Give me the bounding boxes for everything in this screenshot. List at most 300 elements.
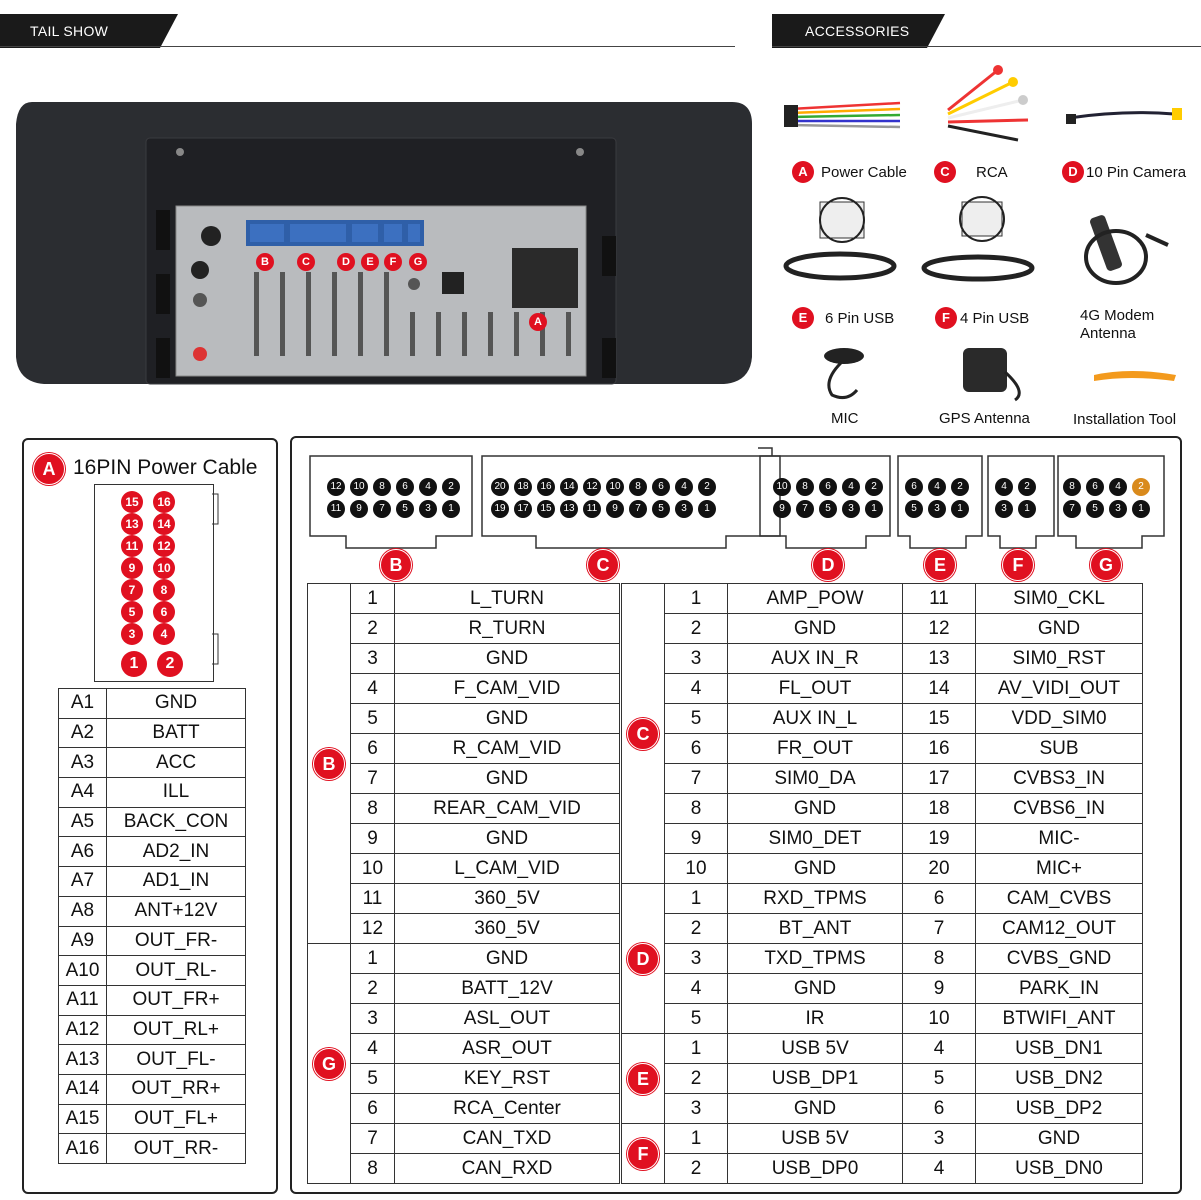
connector-pin: 2 [1132, 478, 1150, 496]
pin-table-left [307, 583, 620, 1184]
power-pin-row [59, 807, 246, 837]
connector-d-top-row [773, 478, 883, 496]
group-e-label-badge: E [627, 1063, 659, 1095]
pin-signal: R_TURN [395, 614, 620, 644]
accessory-label-camera: 10 Pin Camera [1086, 164, 1187, 181]
pin-signal: GND [976, 1124, 1143, 1154]
connector-pin: 9 [606, 500, 624, 518]
pin-number: 15 [903, 704, 976, 734]
pin-signal: OUT_FL+ [107, 1104, 246, 1134]
pin-number: 7 [903, 914, 976, 944]
pin-signal: GND [728, 794, 903, 824]
pin-number: 6 [903, 1094, 976, 1124]
pin-signal: USB 5V [728, 1124, 903, 1154]
pin-signal: GND [728, 614, 903, 644]
pin-id: A13 [59, 1045, 107, 1075]
pin-row-b [308, 854, 620, 884]
pin-number: 5 [351, 704, 395, 734]
connector-g-top-row [1063, 478, 1150, 496]
connector-pin: 3 [995, 500, 1013, 518]
power-pin: 3 [121, 623, 143, 645]
pin-id: A4 [59, 778, 107, 808]
pin-number: 4 [903, 1034, 976, 1064]
power-pin-grid [121, 491, 183, 673]
pin-signal: BACK_CON [107, 807, 246, 837]
pin-signal: ASR_OUT [395, 1034, 620, 1064]
connector-pin: 2 [442, 478, 460, 496]
connector-pin: 9 [773, 500, 791, 518]
pin-row-c [622, 674, 1143, 704]
group-c-label-badge: C [627, 718, 659, 750]
power-pin: 15 [121, 491, 143, 513]
connector-pin: 17 [514, 500, 532, 518]
pin-number: 5 [351, 1064, 395, 1094]
accessory-label-usb6: 6 Pin USB [825, 310, 895, 327]
power-connector-latch [212, 484, 218, 680]
pin-signal: AD1_IN [107, 867, 246, 897]
connector-pin: 3 [1109, 500, 1127, 518]
pin-number: 3 [665, 644, 728, 674]
power-cable-image [780, 95, 910, 135]
pin-signal: GND [395, 704, 620, 734]
head-unit-illustration [14, 102, 754, 392]
connector-pin: 2 [1018, 478, 1036, 496]
connector-pin: 5 [905, 500, 923, 518]
pin-signal: GND [395, 644, 620, 674]
pin-id: A9 [59, 926, 107, 956]
pin-number: 18 [903, 794, 976, 824]
pin-signal: USB_DN1 [976, 1034, 1143, 1064]
pin-row-b [308, 734, 620, 764]
pin-signal: SIM0_RST [976, 644, 1143, 674]
pin-row-f [622, 1124, 1143, 1154]
connector-pin: 5 [819, 500, 837, 518]
pin-row-g [308, 944, 620, 974]
connector-b-top-row [327, 478, 460, 496]
pin-signal: USB_DN0 [976, 1154, 1143, 1184]
pin-number: 3 [351, 644, 395, 674]
pin-number: 10 [665, 854, 728, 884]
connector-pin: 1 [865, 500, 883, 518]
power-pin-row [59, 1104, 246, 1134]
accessory-badge-a: A [792, 161, 814, 183]
connector-label-b: B [380, 549, 412, 581]
pin-signal: KEY_RST [395, 1064, 620, 1094]
pin-signal: L_CAM_VID [395, 854, 620, 884]
pin-signal: CVBS_GND [976, 944, 1143, 974]
pin-signal: SIM0_DET [728, 824, 903, 854]
pin-signal: GND [728, 1094, 903, 1124]
connector-pin: 4 [995, 478, 1013, 496]
connector-pin: 8 [1063, 478, 1081, 496]
group-b-label [308, 584, 351, 944]
connector-pin: 3 [842, 500, 860, 518]
pin-number: 3 [665, 1094, 728, 1124]
pin-row-d [622, 914, 1143, 944]
connector-pin: 4 [928, 478, 946, 496]
pin-number: 5 [665, 704, 728, 734]
pin-row-c [622, 584, 1143, 614]
pin-number: 13 [903, 644, 976, 674]
pin-signal: GND [395, 764, 620, 794]
connector-pin: 7 [373, 500, 391, 518]
pin-signal: ACC [107, 748, 246, 778]
pin-number: 8 [665, 794, 728, 824]
connector-pin: 8 [629, 478, 647, 496]
pin-row-b [308, 584, 620, 614]
tail-show-header [0, 14, 160, 48]
pin-number: 8 [903, 944, 976, 974]
pin-number: 11 [351, 884, 395, 914]
connector-pin: 19 [491, 500, 509, 518]
pin-number: 6 [351, 734, 395, 764]
pin-id: A8 [59, 896, 107, 926]
pin-signal: AUX IN_L [728, 704, 903, 734]
connector-pin: 5 [396, 500, 414, 518]
connector-pin: 6 [652, 478, 670, 496]
connector-pin: 11 [583, 500, 601, 518]
connector-pin: 20 [491, 478, 509, 496]
power-pin-row [59, 926, 246, 956]
pin-number: 7 [351, 764, 395, 794]
pin-signal: CAN_TXD [395, 1124, 620, 1154]
pin-id: A11 [59, 985, 107, 1015]
power-pin-row [59, 896, 246, 926]
pin-number: 1 [665, 1124, 728, 1154]
connector-label-e: E [924, 549, 956, 581]
pin-signal: USB_DN2 [976, 1064, 1143, 1094]
connector-d-bottom-row [773, 500, 883, 518]
installation-tool-image [1090, 365, 1180, 389]
pin-row-c [622, 764, 1143, 794]
tail-show-rule [0, 46, 735, 47]
pin-row-d [622, 884, 1143, 914]
pin-signal: GND [395, 944, 620, 974]
group-f-label-badge: F [627, 1138, 659, 1170]
power-pin: 1 [121, 651, 147, 677]
pin-signal: CVBS6_IN [976, 794, 1143, 824]
pin-number: 11 [903, 584, 976, 614]
accessory-label-mic: MIC [831, 410, 859, 427]
pin-row-b [308, 704, 620, 734]
connector-pin: 10 [606, 478, 624, 496]
accessory-badge-f: F [935, 307, 957, 329]
pin-signal: GND [107, 689, 246, 719]
connector-pin: 1 [698, 500, 716, 518]
pin-signal: FR_OUT [728, 734, 903, 764]
pin-row-c [622, 644, 1143, 674]
tail-badge-d: D [337, 253, 355, 271]
pin-id: A2 [59, 718, 107, 748]
pin-signal: OUT_RL- [107, 956, 246, 986]
pin-signal: ANT+12V [107, 896, 246, 926]
pin-row-d [622, 944, 1143, 974]
group-c-label [622, 584, 665, 884]
pin-number: 6 [351, 1094, 395, 1124]
usb4-cable-image [918, 192, 1048, 287]
pin-signal: SUB [976, 734, 1143, 764]
pin-signal: AV_VIDI_OUT [976, 674, 1143, 704]
pin-number: 1 [665, 884, 728, 914]
connector-pin: 3 [675, 500, 693, 518]
pin-row-c [622, 704, 1143, 734]
pin-number: 2 [665, 614, 728, 644]
connector-pin: 16 [537, 478, 555, 496]
pin-number: 4 [351, 674, 395, 704]
connector-pin: 14 [560, 478, 578, 496]
pin-signal: R_CAM_VID [395, 734, 620, 764]
group-f-label [622, 1124, 665, 1184]
connector-pin: 5 [652, 500, 670, 518]
pin-number: 3 [903, 1124, 976, 1154]
connector-pin: 15 [537, 500, 555, 518]
power-pin-row [59, 1074, 246, 1104]
pin-signal: OUT_FR- [107, 926, 246, 956]
pin-number: 4 [665, 674, 728, 704]
modem-antenna-image [1076, 195, 1176, 295]
pin-row-d [622, 1004, 1143, 1034]
connector-pin: 9 [350, 500, 368, 518]
pin-number: 16 [903, 734, 976, 764]
pin-id: A16 [59, 1134, 107, 1164]
tail-badge-b: B [256, 253, 274, 271]
pin-row-c [622, 794, 1143, 824]
pin-signal: ILL [107, 778, 246, 808]
accessory-badge-d: D [1062, 161, 1084, 183]
connector-pin: 4 [1109, 478, 1127, 496]
power-pin: 14 [153, 513, 175, 535]
pin-row-d [622, 974, 1143, 1004]
power-pin-row [59, 1134, 246, 1164]
tail-badge-f: F [384, 253, 402, 271]
pin-row-c [622, 854, 1143, 884]
pin-number: 6 [665, 734, 728, 764]
accessory-badge-e: E [792, 307, 814, 329]
pin-number: 7 [665, 764, 728, 794]
connector-pin: 7 [1063, 500, 1081, 518]
pin-signal: OUT_RR- [107, 1134, 246, 1164]
mic-image [812, 340, 882, 405]
power-pin: 9 [121, 557, 143, 579]
pin-number: 2 [665, 1064, 728, 1094]
accessory-label-tool: Installation Tool [1073, 411, 1177, 428]
accessory-label-gps: GPS Antenna [939, 410, 1030, 427]
pin-number: 4 [903, 1154, 976, 1184]
connector-c-bottom-row [491, 500, 716, 518]
connector-f-top-row [995, 478, 1036, 496]
pin-signal: GND [728, 974, 903, 1004]
pin-table-right [621, 583, 1143, 1184]
pin-number: 12 [903, 614, 976, 644]
pin-number: 4 [351, 1034, 395, 1064]
pin-signal: AUX IN_R [728, 644, 903, 674]
pin-signal: USB_DP1 [728, 1064, 903, 1094]
pin-signal: CVBS3_IN [976, 764, 1143, 794]
pin-signal: GND [395, 824, 620, 854]
pin-signal: AD2_IN [107, 837, 246, 867]
pin-signal: VDD_SIM0 [976, 704, 1143, 734]
pin-signal: GND [976, 614, 1143, 644]
group-b-label-badge: B [313, 748, 345, 780]
power-pin-row [59, 748, 246, 778]
connector-pin: 6 [1086, 478, 1104, 496]
connector-pin: 3 [928, 500, 946, 518]
pin-number: 2 [665, 1154, 728, 1184]
connector-e-bottom-row [905, 500, 969, 518]
pin-number: 2 [351, 614, 395, 644]
power-pin-row [59, 689, 246, 719]
pin-signal: IR [728, 1004, 903, 1034]
accessory-label-usb4: 4 Pin USB [960, 310, 1030, 327]
pin-row-c [622, 614, 1143, 644]
connector-pin: 7 [629, 500, 647, 518]
connector-pin: 12 [583, 478, 601, 496]
pin-number: 10 [903, 1004, 976, 1034]
tail-badge-g: G [409, 253, 427, 271]
pin-signal: AMP_POW [728, 584, 903, 614]
pin-number: 7 [351, 1124, 395, 1154]
connector-pin: 4 [675, 478, 693, 496]
pin-id: A1 [59, 689, 107, 719]
pin-signal: BT_ANT [728, 914, 903, 944]
power-pin-row [59, 778, 246, 808]
pin-number: 2 [665, 914, 728, 944]
pin-signal: RXD_TPMS [728, 884, 903, 914]
connector-pin: 6 [819, 478, 837, 496]
gps-antenna-image [955, 342, 1035, 404]
connector-pin: 1 [1018, 500, 1036, 518]
connector-drawings [306, 444, 1176, 552]
connector-pin: 7 [796, 500, 814, 518]
tail-badge-c: C [297, 253, 315, 271]
connector-label-c: C [587, 549, 619, 581]
tail-show-title: TAIL SHOW [30, 23, 109, 39]
pin-signal: L_TURN [395, 584, 620, 614]
pin-row-g [308, 1004, 620, 1034]
power-pin: 2 [157, 651, 183, 677]
power-pin: 6 [153, 601, 175, 623]
group-d-label-badge: D [627, 943, 659, 975]
connector-pin: 2 [951, 478, 969, 496]
pin-number: 2 [351, 974, 395, 1004]
pin-id: A7 [59, 867, 107, 897]
connector-pin: 10 [773, 478, 791, 496]
power-pin-table [58, 688, 246, 1164]
pin-row-e [622, 1094, 1143, 1124]
power-pin-row [59, 867, 246, 897]
pin-number: 12 [351, 914, 395, 944]
pin-row-b [308, 914, 620, 944]
power-cable-title: 16PIN Power Cable [73, 456, 258, 479]
power-pin-row [59, 956, 246, 986]
power-pin: 8 [153, 579, 175, 601]
pin-signal: OUT_FR+ [107, 985, 246, 1015]
pin-signal: CAN_RXD [395, 1154, 620, 1184]
pin-number: 1 [665, 1034, 728, 1064]
pin-number: 3 [665, 944, 728, 974]
connector-label-d: D [812, 549, 844, 581]
usb6-cable-image [780, 192, 910, 287]
rca-cable-image [928, 60, 1038, 155]
pin-signal: 360_5V [395, 914, 620, 944]
pin-signal: OUT_RR+ [107, 1074, 246, 1104]
pin-number: 9 [903, 974, 976, 1004]
pin-number: 9 [351, 824, 395, 854]
pin-signal: CAM_CVBS [976, 884, 1143, 914]
connector-pin: 2 [698, 478, 716, 496]
connector-f-bottom-row [995, 500, 1036, 518]
connector-pin: 18 [514, 478, 532, 496]
pin-id: A15 [59, 1104, 107, 1134]
power-badge-a: A [33, 453, 65, 485]
pin-signal: PARK_IN [976, 974, 1143, 1004]
connector-pin: 3 [419, 500, 437, 518]
pin-signal: MIC- [976, 824, 1143, 854]
pin-signal: MIC+ [976, 854, 1143, 884]
pin-id: A6 [59, 837, 107, 867]
pin-signal: F_CAM_VID [395, 674, 620, 704]
connector-b-bottom-row [327, 500, 460, 518]
pin-signal: 360_5V [395, 884, 620, 914]
connector-pin: 6 [396, 478, 414, 496]
pin-number: 19 [903, 824, 976, 854]
group-g-label-badge: G [313, 1048, 345, 1080]
pin-row-g [308, 1064, 620, 1094]
power-pin: 13 [121, 513, 143, 535]
pin-row-b [308, 764, 620, 794]
pin-signal: OUT_FL- [107, 1045, 246, 1075]
head-unit-rear-image [14, 102, 754, 392]
tail-badge-a: A [529, 313, 547, 331]
pin-signal: USB 5V [728, 1034, 903, 1064]
accessory-badge-c: C [934, 161, 956, 183]
pin-number: 17 [903, 764, 976, 794]
pin-row-b [308, 794, 620, 824]
power-pin-row [59, 1045, 246, 1075]
power-pin-row [59, 1015, 246, 1045]
pin-number: 8 [351, 1154, 395, 1184]
pin-signal: BTWIFI_ANT [976, 1004, 1143, 1034]
pin-signal: SIM0_DA [728, 764, 903, 794]
pin-signal: FL_OUT [728, 674, 903, 704]
accessory-label-modem-antenna: 4G Modem Antenna [1080, 307, 1155, 342]
pin-id: A10 [59, 956, 107, 986]
accessory-label-rca: RCA [976, 164, 1008, 181]
connector-pin: 10 [350, 478, 368, 496]
connector-pin: 2 [865, 478, 883, 496]
pin-row-b [308, 674, 620, 704]
pin-row-e [622, 1034, 1143, 1064]
connector-pin: 1 [1132, 500, 1150, 518]
pin-row-b [308, 824, 620, 854]
pin-signal: BATT [107, 718, 246, 748]
tail-badge-e: E [361, 253, 379, 271]
pin-id: A12 [59, 1015, 107, 1045]
pin-number: 10 [351, 854, 395, 884]
connector-label-f: F [1002, 549, 1034, 581]
connector-label-g: G [1090, 549, 1122, 581]
power-pin-row [59, 718, 246, 748]
power-pin-row [59, 985, 246, 1015]
pin-row-c [622, 824, 1143, 854]
pin-row-g [308, 1154, 620, 1184]
pin-number: 8 [351, 794, 395, 824]
accessory-label-power-cable: Power Cable [821, 164, 907, 181]
pin-row-b [308, 884, 620, 914]
pin-signal: REAR_CAM_VID [395, 794, 620, 824]
connector-pin: 4 [842, 478, 860, 496]
power-pin: 12 [153, 535, 175, 557]
